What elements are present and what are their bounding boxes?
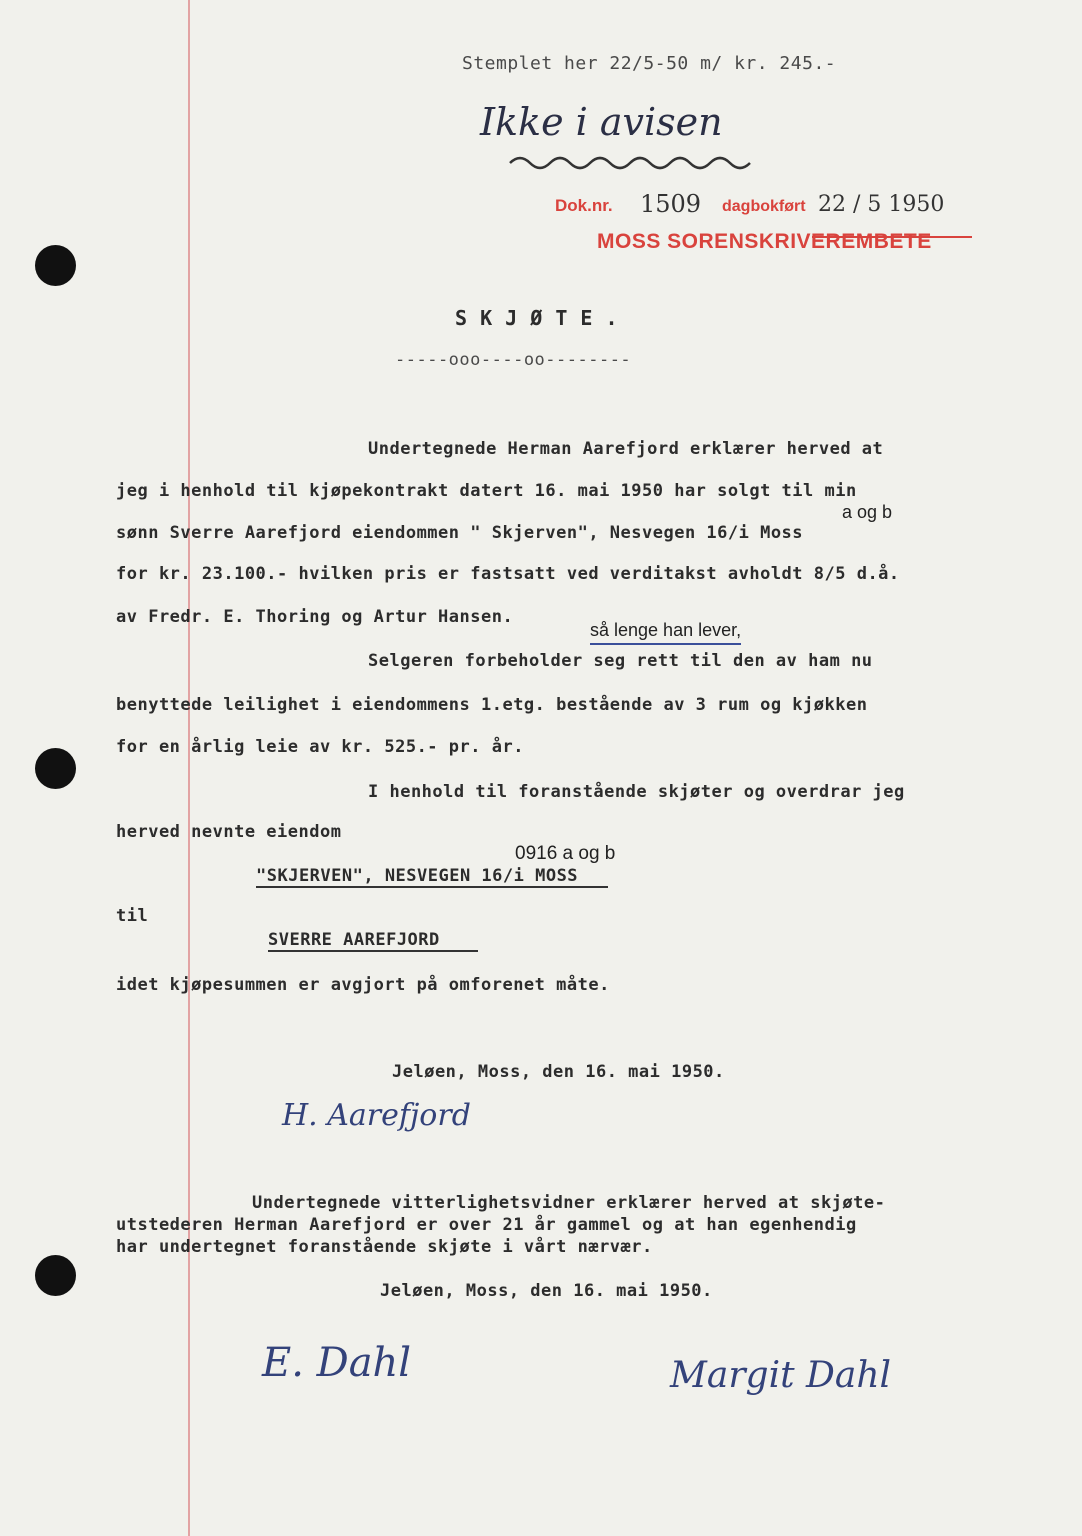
- stamp-office: MOSS SORENSKRIVEREMBETE: [597, 230, 932, 253]
- seller-signature: H. Aarefjord: [282, 1098, 471, 1133]
- handwritten-underline-squiggle: [505, 148, 765, 178]
- body-line-5: av Fredr. E. Thoring og Artur Hansen.: [116, 607, 514, 627]
- witness-line-1: Undertegnede vitterlighetsvidner erklærer herved at skjøte-: [252, 1193, 886, 1213]
- witness-place-date: Jeløen, Moss, den 16. mai 1950.: [380, 1281, 713, 1301]
- place-date: Jeløen, Moss, den 16. mai 1950.: [392, 1062, 725, 1082]
- settlement-line: idet kjøpesummen er avgjort på omforenet måte.: [116, 975, 610, 995]
- to-word: til: [116, 906, 149, 926]
- property-line: "SKJERVEN", NESVEGEN 16/i MOSS: [256, 866, 608, 888]
- body-line-7: benyttede leilighet i eiendommens 1.etg. bestående av 3 rum og kjøkken: [116, 695, 868, 715]
- stamp-number: 1509: [640, 190, 702, 218]
- buyer-name: SVERRE AAREFJORD: [268, 930, 478, 952]
- body-line-9: I henhold til foranstående skjøter og overdrar jeg: [368, 782, 905, 802]
- title-rule: -----ooo----oo--------: [395, 350, 632, 370]
- body-line-4: for kr. 23.100.- hvilken pris er fastsatt ved verditakst avholdt 8/5 d.å.: [116, 564, 900, 584]
- witness-line-3: har undertegnet foranstående skjøte i vårt nærvær.: [116, 1237, 653, 1257]
- property-insert: 0916 a og b: [515, 843, 616, 864]
- body-line-10: herved nevnte eiendom: [116, 822, 342, 842]
- insert-a-og-b: a og b: [842, 502, 893, 522]
- punch-hole: [35, 245, 76, 286]
- body-line-1: Undertegnede Herman Aarefjord erklærer herved at: [368, 439, 884, 459]
- insert-lifetime: så lenge han lever,: [590, 620, 741, 645]
- body-line-2: jeg i henhold til kjøpekontrakt datert 16. mai 1950 har solgt til min: [116, 481, 857, 501]
- witness-line-2: utstederen Herman Aarefjord er over 21 år gammel og at han egenhendig: [116, 1215, 857, 1235]
- document-title: S K J Ø T E .: [455, 306, 619, 330]
- witness-1-signature: E. Dahl: [262, 1340, 412, 1386]
- body-line-8: for en årlig leie av kr. 525.- pr. år.: [116, 737, 524, 757]
- punch-hole: [35, 1255, 76, 1296]
- stamp-prefix: Dok.nr.: [555, 196, 613, 215]
- body-line-6: Selgeren forbeholder seg rett til den av ham nu: [368, 651, 873, 671]
- witness-2-signature: Margit Dahl: [670, 1355, 892, 1396]
- body-line-3: sønn Sverre Aarefjord eiendommen " Skjerven", Nesvegen 16/i Moss: [116, 523, 804, 543]
- margin-rule: [188, 0, 190, 1536]
- stamped-note: Stemplet her 22/5-50 m/ kr. 245.-: [462, 53, 837, 74]
- stamp-date: 22 / 5 1950: [818, 192, 945, 217]
- stamp-logged-label: dagbokført: [722, 198, 806, 215]
- punch-hole: [35, 748, 76, 789]
- handwritten-note: Ikke i avisen: [480, 100, 723, 144]
